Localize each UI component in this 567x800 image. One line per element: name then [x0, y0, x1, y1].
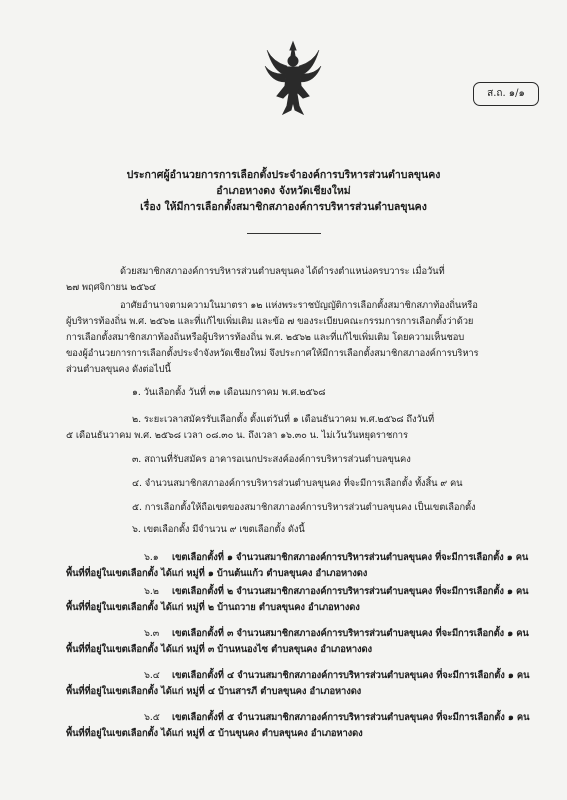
district-1-number: ๖.๑ [144, 552, 159, 563]
district-4-number: ๖.๔ [144, 670, 160, 681]
intro-para1-line1: ด้วยสมาชิกสภาองค์การบริหารส่วนตำบลขุนคง ได้ดำรงตำแหน่งครบวาระ เมื่อวันที่ [120, 266, 445, 277]
district-5-area: พื้นที่ที่อยู่ในเขตเลือกตั้ง ได้แก่ หมู่ที่ ๕ บ้านขุนคง ตำบลขุนคง อำเภอหางดง [66, 728, 363, 739]
district-3-lead: เขตเลือกตั้งที่ ๓ จำนวนสมาชิกสภาองค์การบริหารส่วนตำบลขุนคง ที่จะมีการเลือกตั้ง ๑ คน [172, 628, 529, 639]
district-3-number: ๖.๓ [144, 628, 160, 639]
item-constituency: ๕. การเลือกตั้งให้ถือเขตของสมาชิกสภาองค์การบริหารส่วนตำบลขุนคง เป็นเขตเลือกตั้ง [132, 502, 476, 513]
district-4-lead: เขตเลือกตั้งที่ ๔ จำนวนสมาชิกสภาองค์การบริหารส่วนตำบลขุนคง ที่จะมีการเลือกตั้ง ๑ คน [172, 670, 530, 681]
garuda-emblem-icon [263, 40, 323, 118]
intro-para2-line5: ส่วนตำบลขุนคง ดังต่อไปนี้ [66, 364, 171, 375]
item-election-date: ๑. วันเลือกตั้ง วันที่ ๓๑ เดือนมกราคม พ.ศ.๒๕๖๘ [132, 387, 326, 398]
item-registration-period-line2: ๕ เดือนธันวาคม พ.ศ. ๒๕๖๘ เวลา ๐๘.๓๐ น. ถึงเวลา ๑๖.๓๐ น. ไม่เว้นวันหยุดราชการ [66, 430, 408, 441]
intro-para2-line4: ของผู้อำนวยการการเลือกตั้งประจำจังหวัดเชียงใหม่ จึงประกาศให้มีการเลือกตั้งสมาชิกสภาองค์การบริหาร [66, 348, 479, 359]
announcement-subject: เรื่อง ให้มีการเลือกตั้งสมาชิกสภาองค์การบริหารส่วนตำบลขุนคง [140, 201, 427, 213]
district-2-lead: เขตเลือกตั้งที่ ๒ จำนวนสมาชิกสภาองค์การบริหารส่วนตำบลขุนคง ที่จะมีการเลือกตั้ง ๑ คน [172, 586, 529, 597]
announcement-district: อำเภอหางดง จังหวัดเชียงใหม่ [216, 185, 351, 197]
district-4-area: พื้นที่ที่อยู่ในเขตเลือกตั้ง ได้แก่ หมู่ที่ ๔ บ้านสารภี ตำบลขุนคง อำเภอหางดง [66, 686, 362, 697]
intro-para2-line1: อาศัยอำนาจตามความในมาตรา ๑๒ แห่งพระราชบัญญัติการเลือกตั้งสมาชิกสภาท้องถิ่นหรือ [120, 300, 478, 311]
item-district-count: ๖. เขตเลือกตั้ง มีจำนวน ๙ เขตเลือกตั้ง ดังนี้ [132, 524, 305, 535]
item-member-count: ๔. จำนวนสมาชิกสภาองค์การบริหารส่วนตำบลขุนคง ที่จะมีการเลือกตั้ง ทั้งสิ้น ๙ คน [132, 478, 463, 489]
intro-para1-line2: ๒๗ พฤศจิกายน ๒๕๖๔ [66, 282, 157, 293]
district-2-number: ๖.๒ [144, 586, 159, 597]
district-1-lead: เขตเลือกตั้งที่ ๑ จำนวนสมาชิกสภาองค์การบริหารส่วนตำบลขุนคง ที่จะมีการเลือกตั้ง ๑ คน [172, 552, 529, 563]
district-3-area: พื้นที่ที่อยู่ในเขตเลือกตั้ง ได้แก่ หมู่ที่ ๓ บ้านหนองไซ ตำบลขุนคง อำเภอหางดง [66, 644, 372, 655]
intro-para2-line3: การเลือกตั้งสมาชิกสภาท้องถิ่นหรือผู้บริหารท้องถิ่น พ.ศ. ๒๕๖๒ และที่แก้ไขเพิ่มเติม โดยความเห็นชอบ [66, 332, 465, 343]
form-code-badge: ส.ถ. ๑/๑ [473, 82, 539, 106]
district-5-number: ๖.๕ [144, 712, 160, 723]
announcement-title: ประกาศผู้อำนวยการการเลือกตั้งประจำองค์การบริหารส่วนตำบลขุนคง [126, 169, 441, 181]
item-registration-period-line1: ๒. ระยะเวลาสมัครรับเลือกตั้ง ตั้งแต่วันที่ ๑ เดือนธันวาคม พ.ศ.๒๕๖๘ ถึงวันที่ [132, 414, 435, 425]
district-1-area: พื้นที่ที่อยู่ในเขตเลือกตั้ง ได้แก่ หมู่ที่ ๑ บ้านต้นแก้ว ตำบลขุนคง อำเภอหางดง [66, 568, 368, 579]
intro-para2-line2: ผู้บริหารท้องถิ่น พ.ศ. ๒๕๖๒ และที่แก้ไขเพิ่มเติม และข้อ ๗ ของระเบียบคณะกรรมการการเลือกตั้งว่าด้วย [66, 316, 474, 327]
district-5-lead: เขตเลือกตั้งที่ ๕ จำนวนสมาชิกสภาองค์การบริหารส่วนตำบลขุนคง ที่จะมีการเลือกตั้ง ๑ คน [172, 712, 530, 723]
item-registration-place: ๓. สถานที่รับสมัคร อาคารอเนกประสงค์องค์การบริหารส่วนตำบลขุนคง [132, 454, 411, 465]
title-divider [247, 233, 321, 234]
district-2-area: พื้นที่ที่อยู่ในเขตเลือกตั้ง ได้แก่ หมู่ที่ ๒ บ้านถวาย ตำบลขุนคง อำเภอหางดง [66, 602, 360, 613]
